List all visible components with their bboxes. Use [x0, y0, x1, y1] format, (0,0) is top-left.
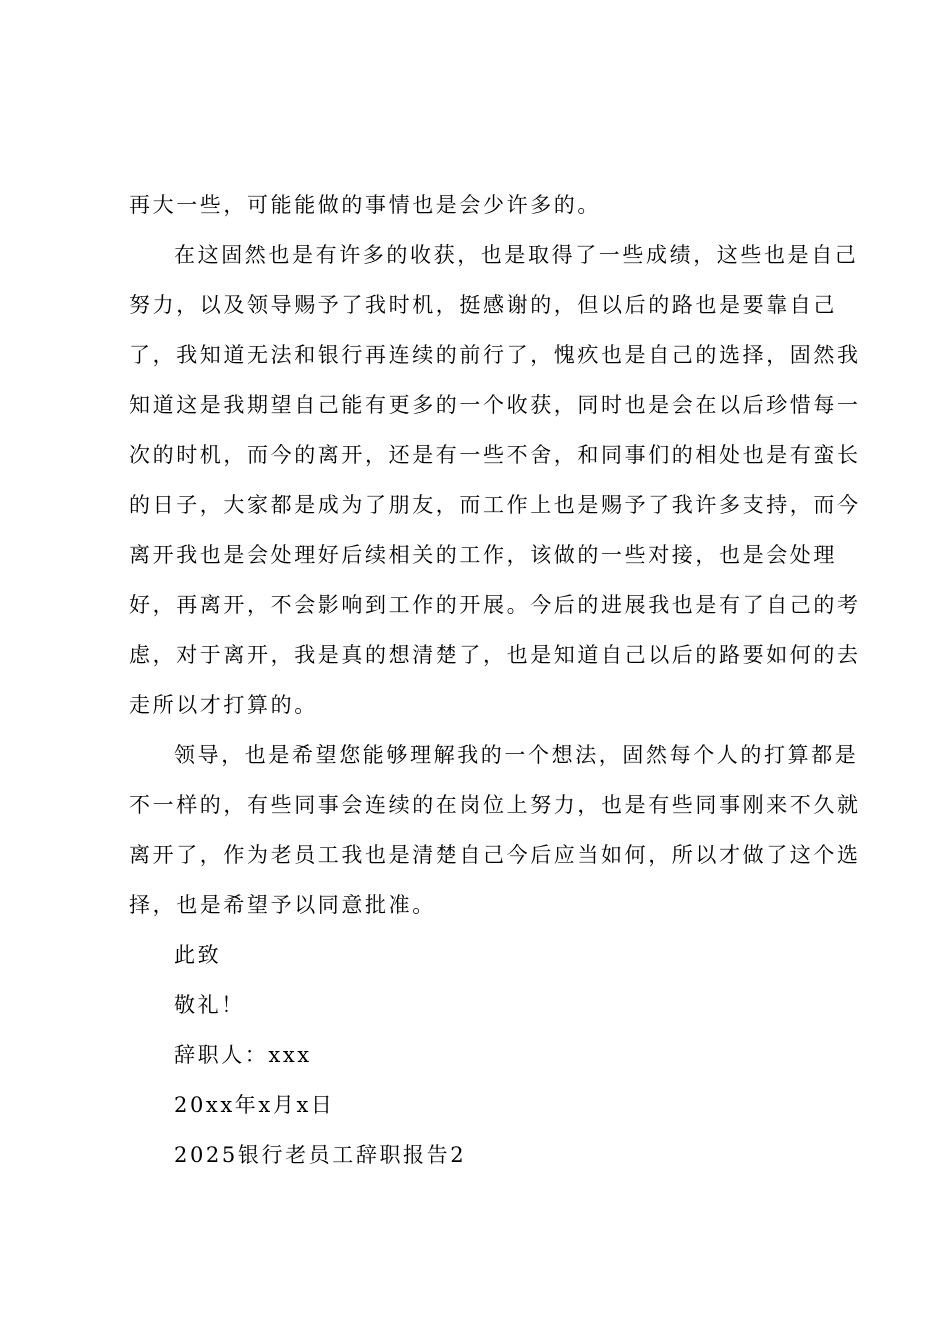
signature-line: 辞职人：xxx: [174, 1043, 312, 1067]
date-line: 20xx年x月x日: [174, 1093, 335, 1117]
paragraph-line: 走所以才打算的。: [129, 693, 318, 717]
paragraph-line: 在这固然也是有许多的收获，也是取得了一些成绩，这些也是自己: [174, 243, 859, 267]
section-title: 2025银行老员工辞职报告2: [174, 1143, 467, 1167]
paragraph-line: 好，再离开，不会影响到工作的开展。今后的进展我也是有了自己的考: [129, 593, 861, 617]
closing-regards: 敬礼！: [174, 993, 245, 1017]
paragraph-line: 虑，对于离开，我是真的想清楚了，也是知道自己以后的路要如何的去: [129, 643, 861, 667]
paragraph-line: 努力，以及领导赐予了我时机，挺感谢的，但以后的路也是要靠自己: [129, 293, 837, 317]
paragraph-line: 择，也是希望予以同意批准。: [129, 893, 436, 917]
paragraph-line: 知道这是我期望自己能有更多的一个收获，同时也是会在以后珍惜每一: [129, 393, 861, 417]
paragraph-line: 的日子，大家都是成为了朋友，而工作上也是赐予了我许多支持，而今: [129, 493, 861, 517]
closing-salutation: 此致: [174, 943, 222, 967]
paragraph-line: 次的时机，而今的离开，还是有一些不舍，和同事们的相处也是有蛮长: [129, 443, 861, 467]
paragraph-line: 离开我也是会处理好后续相关的工作，该做的一些对接，也是会处理: [129, 543, 837, 567]
paragraph-line: 领导，也是希望您能够理解我的一个想法，固然每个人的打算都是: [174, 743, 859, 767]
paragraph-line: 了，我知道无法和银行再连续的前行了，愧疚也是自己的选择，固然我: [129, 343, 861, 367]
paragraph-line: 离开了，作为老员工我也是清楚自己今后应当如何，所以才做了这个选: [129, 843, 861, 867]
paragraph-line: 不一样的，有些同事会连续的在岗位上努力，也是有些同事刚来不久就: [129, 793, 861, 817]
paragraph-line: 再大一些，可能能做的事情也是会少许多的。: [129, 193, 601, 217]
